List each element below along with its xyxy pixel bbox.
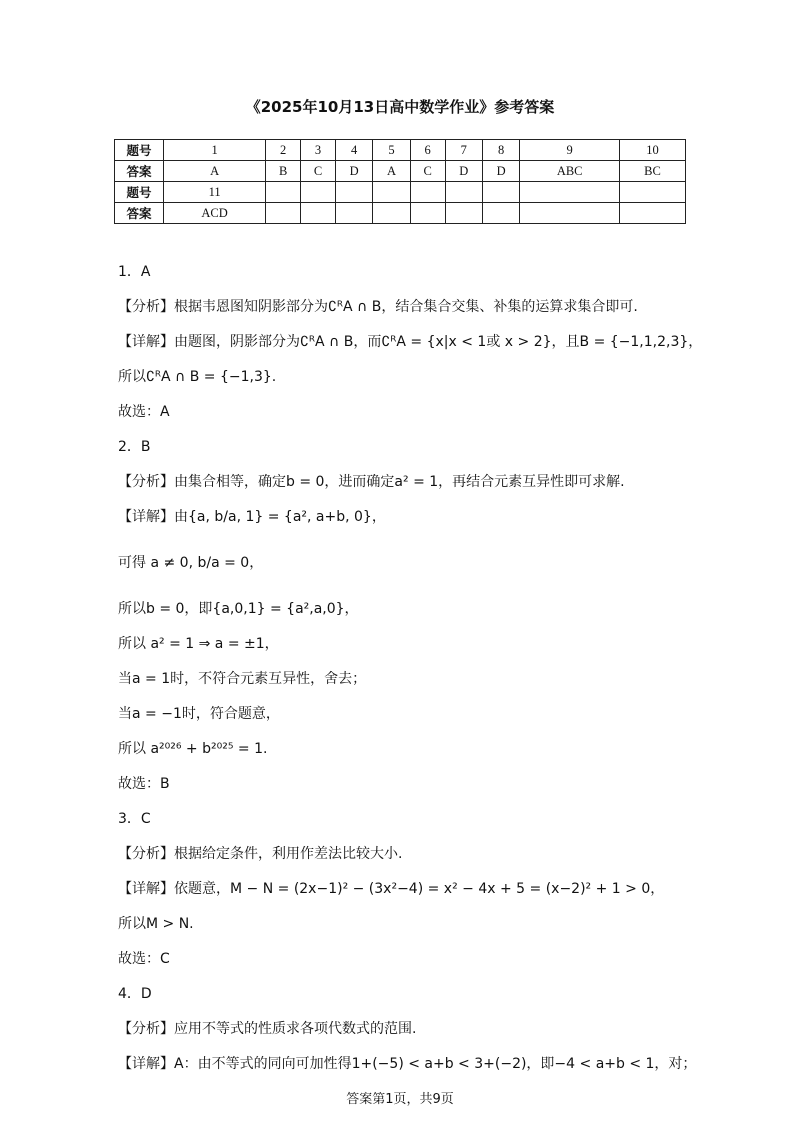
row-header-number: 题号 [115,182,164,203]
table-cell: D [482,161,519,182]
table-cell: ABC [520,161,620,182]
table-cell [266,182,301,203]
choice-line: 故选：A [118,404,170,420]
table-row [115,203,686,224]
text-line: 所以 a² = 1 ⇒ a = ±1， [118,636,279,652]
table-cell [410,182,445,203]
question-heading: 2．B [118,439,151,455]
table-cell: A [164,161,266,182]
table-cell [619,203,685,224]
table-cell: 8 [482,140,519,161]
table-cell: 5 [373,140,410,161]
text-line: 当a = −1时，符合题意， [118,706,280,722]
row-header-answer: 答案 [115,161,164,182]
text-line: 所以b = 0，即{a,0,1} = {a²,a,0}， [118,601,359,617]
choice-line: 故选：B [118,776,170,792]
detail-line: 【详解】由{a, b/a, 1} = {a², a+b, 0}， [118,509,386,525]
table-cell [266,203,301,224]
table-cell: D [335,161,372,182]
table-cell: B [266,161,301,182]
table-cell [445,203,482,224]
text-line: 所以∁ᴿA ∩ B = {−1,3}. [118,369,277,385]
table-cell: 4 [335,140,372,161]
table-cell: C [301,161,336,182]
table-cell [410,203,445,224]
table-cell [445,182,482,203]
question-heading: 4．D [118,986,152,1002]
table-cell: A [373,161,410,182]
analysis-line: 【分析】根据韦恩图知阴影部分为∁ᴿA ∩ B，结合集合交集、补集的运算求集合即可. [118,299,638,315]
table-cell: 7 [445,140,482,161]
table-cell: C [410,161,445,182]
text-line: 所以M > N. [118,916,194,932]
row-header-number: 题号 [115,140,164,161]
table-cell: 1 [164,140,266,161]
text-line: 所以 a²⁰²⁶ + b²⁰²⁵ = 1. [118,741,268,757]
analysis-line: 【分析】由集合相等，确定b = 0，进而确定a² = 1，再结合元素互异性即可求解. [118,474,625,490]
table-row [115,161,686,182]
table-cell: 2 [266,140,301,161]
table-cell: 11 [164,182,266,203]
table-cell [482,203,519,224]
table-cell [520,182,620,203]
table-cell: 9 [520,140,620,161]
analysis-line: 【分析】应用不等式的性质求各项代数式的范围. [118,1021,417,1037]
table-cell [301,182,336,203]
table-cell [619,182,685,203]
table-cell: 3 [301,140,336,161]
page-title: 《2025年10月13日高中数学作业》参考答案 [245,98,555,116]
question-heading: 1．A [118,264,151,280]
table-cell: ACD [164,203,266,224]
detail-line: 【详解】A：由不等式的同向可加性得1+(−5) < a+b < 3+(−2)，即−4 < a+b < 1，对； [118,1056,697,1072]
table-cell [520,203,620,224]
analysis-line: 【分析】根据给定条件，利用作差法比较大小. [118,846,403,862]
table-cell: 6 [410,140,445,161]
table-cell [373,182,410,203]
table-cell: BC [619,161,685,182]
table-cell [301,203,336,224]
table-row [115,140,686,161]
detail-line: 【详解】依题意，M − N = (2x−1)² − (3x²−4) = x² − 4x + 5 = (x−2)² + 1 > 0， [118,881,665,897]
table-row [115,182,686,203]
text-line: 当a = 1时，不符合元素互异性，舍去； [118,671,367,687]
table-cell [482,182,519,203]
table-cell [335,182,372,203]
table-cell: D [445,161,482,182]
table-cell [373,203,410,224]
answer-table [114,139,686,224]
choice-line: 故选：C [118,951,170,967]
solutions-body [118,262,703,1089]
row-header-answer: 答案 [115,203,164,224]
text-line: 可得 a ≠ 0, b/a = 0， [118,555,264,571]
table-cell: 10 [619,140,685,161]
detail-line: 【详解】由题图，阴影部分为∁ᴿA ∩ B，而∁ᴿA = {x|x < 1或 x > 2}，且B = {−1,1,2,3}， [118,334,703,350]
question-heading: 3．C [118,811,151,827]
page-footer: 答案第1页，共9页 [346,1092,454,1107]
table-cell [335,203,372,224]
